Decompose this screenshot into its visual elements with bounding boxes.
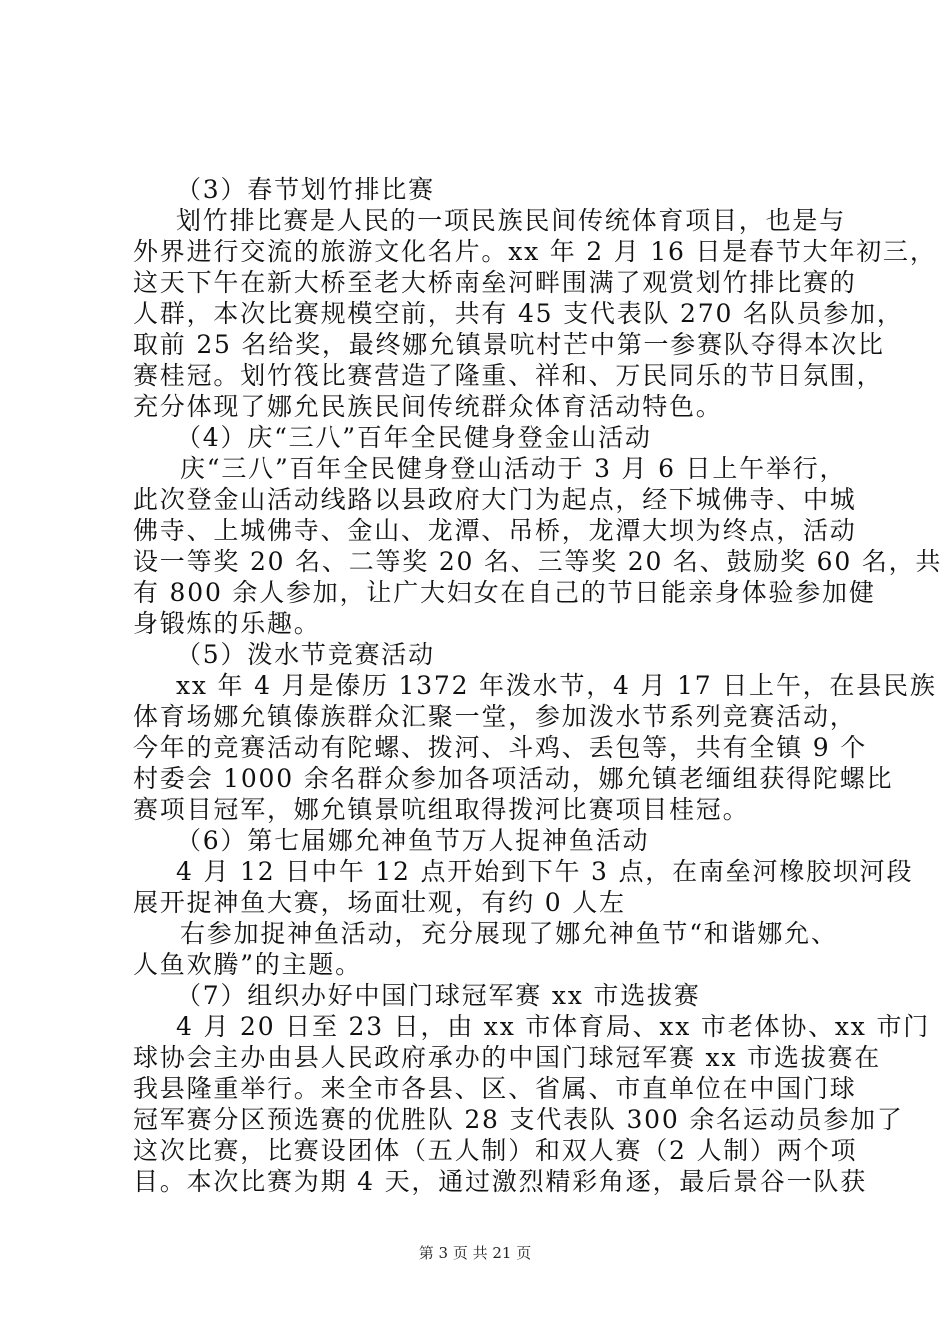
paragraph-line: 身锻炼的乐趣。: [133, 609, 321, 638]
paragraph-line: 庆“三八”百年全民健身登山活动于 3 月 6 日上午举行，: [180, 454, 847, 483]
paragraph-line: 4 月 12 日中午 12 点开始到下午 3 点，在南垒河橡胶坝河段: [176, 857, 914, 886]
paragraph-line: 佛寺、上城佛寺、金山、龙潭、吊桥，龙潭大坝为终点，活动: [133, 516, 857, 545]
paragraph-line: 人群，本次比赛规模空前，共有 45 支代表队 270 名队员参加，: [133, 299, 904, 328]
heading-water-festival: （5）泼水节竞赛活动: [176, 640, 435, 669]
paragraph-line: 这次比赛，比赛设团体（五人制）和双人赛（2 人制）两个项: [133, 1136, 858, 1165]
paragraph-line: 4 月 20 日至 23 日，由 xx 市体育局、xx 市老体协、xx 市门: [176, 1012, 931, 1041]
paragraph-line: 人鱼欢腾”的主题。: [133, 950, 362, 979]
paragraph-line: 外界进行交流的旅游文化名片。xx 年 2 月 16 日是春节大年初三，: [133, 237, 937, 266]
paragraph-line: 设一等奖 20 名、二等奖 20 名、三等奖 20 名、鼓励奖 60 名，共: [133, 547, 943, 576]
paragraph-line: 取前 25 名给奖，最终娜允镇景吭村芒中第一参赛队夺得本次比: [133, 330, 885, 359]
paragraph-line: 赛桂冠。划竹筏比赛营造了隆重、祥和、万民同乐的节日氛围，: [133, 361, 884, 390]
paragraph-line: xx 年 4 月是傣历 1372 年泼水节，4 月 17 日上午，在县民族: [176, 671, 937, 700]
heading-gateball-selection: （7）组织办好中国门球冠军赛 xx 市选拔赛: [176, 981, 701, 1010]
heading-womens-day-hike: （4）庆“三八”百年全民健身登金山活动: [176, 423, 652, 452]
paragraph-line: 这天下午在新大桥至老大桥南垒河畔围满了观赏划竹排比赛的: [133, 268, 857, 297]
page-number-footer: 第 3 页 共 21 页: [418, 1244, 532, 1262]
paragraph-line: 冠军赛分区预选赛的优胜队 28 支代表队 300 余名运动员参加了: [133, 1105, 904, 1134]
heading-fish-festival: （6）第七届娜允神鱼节万人捉神鱼活动: [176, 826, 650, 855]
paragraph-line: 球协会主办由县人民政府承办的中国门球冠军赛 xx 市选拔赛在: [133, 1043, 882, 1072]
heading-spring-festival-race: （3）春节划竹排比赛: [176, 175, 435, 204]
paragraph-line: 右参加捉神鱼活动，充分展现了娜允神鱼节“和谐娜允、: [180, 919, 838, 948]
paragraph-line: 此次登金山活动线路以县政府大门为起点，经下城佛寺、中城: [133, 485, 857, 514]
paragraph-line: 赛项目冠军，娜允镇景吭组取得拨河比赛项目桂冠。: [133, 795, 750, 824]
paragraph-line: 体育场娜允镇傣族群众汇聚一堂，参加泼水节系列竞赛活动，: [133, 702, 857, 731]
paragraph-line: 划竹排比赛是人民的一项民族民间传统体育项目，也是与: [176, 206, 847, 235]
paragraph-line: 今年的竞赛活动有陀螺、拨河、斗鸡、丢包等，共有全镇 9 个: [133, 733, 868, 762]
paragraph-line: 村委会 1000 余名群众参加各项活动，娜允镇老缅组获得陀螺比: [133, 764, 894, 793]
paragraph-line: 展开捉神鱼大赛，场面壮观，有约 0 人左: [133, 888, 626, 917]
paragraph-line: 有 800 余人参加，让广大妇女在自己的节日能亲身体验参加健: [133, 578, 876, 607]
paragraph-line: 目。本次比赛为期 4 天，通过激烈精彩角逐，最后景谷一队获: [133, 1167, 868, 1196]
paragraph-line: 充分体现了娜允民族民间传统群众体育活动特色。: [133, 392, 723, 421]
paragraph-line: 我县隆重举行。来全市各县、区、省属、市直单位在中国门球: [133, 1074, 857, 1103]
